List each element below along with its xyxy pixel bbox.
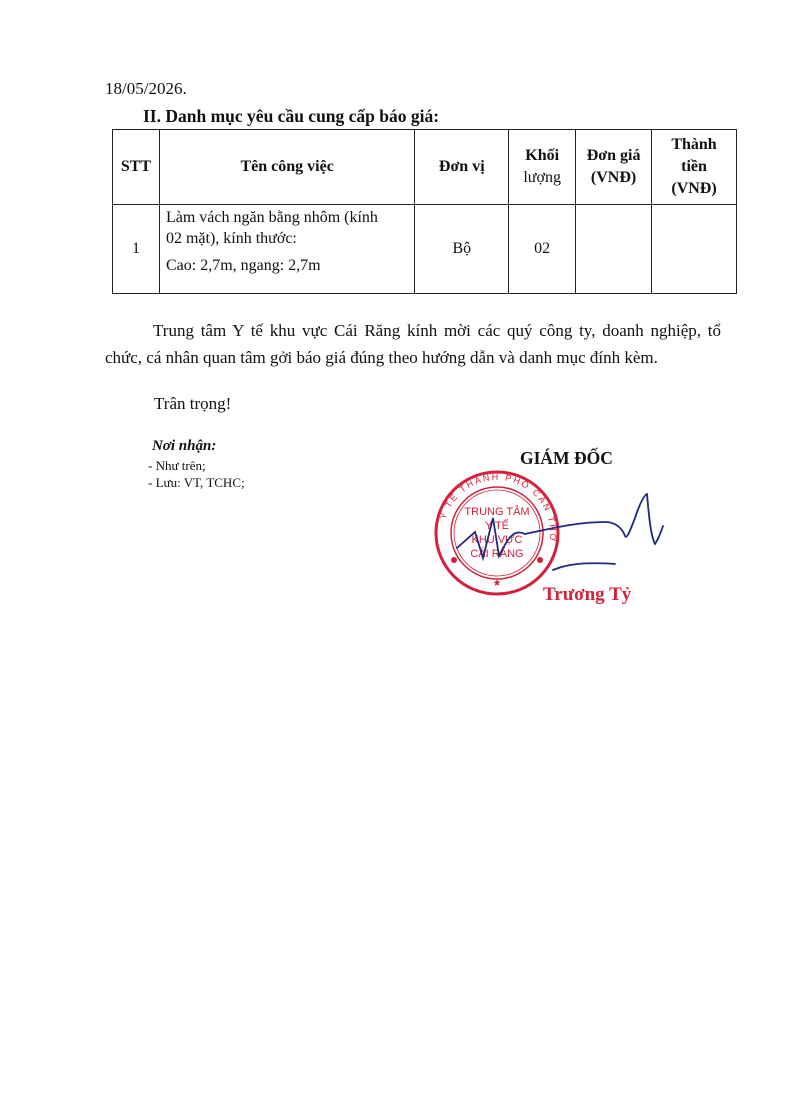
invitation-paragraph (105, 317, 721, 371)
header-quantity-line1: Khối (525, 147, 560, 164)
date-text: 18/05/2026. (105, 79, 187, 98)
cell-name-line3: Cao: 2,7m, ngang: 2,7m (165, 257, 321, 274)
invitation-text: Trung tâm Y tế khu vực Cái Răng kính mời các quý công ty, doanh nghiệp, tổ chức, cá nhân quan tâm gởi báo giá đúng theo hướng dẫn và danh mục đính kèm. (105, 321, 721, 367)
cell-quantity: 02 (509, 205, 576, 294)
header-price (576, 130, 652, 205)
recipient-item: - Như trên; (148, 458, 206, 473)
recipient-item: - Lưu: VT, TCHC; (148, 475, 245, 490)
header-total-line3: (VNĐ) (671, 180, 717, 197)
header-total-line2: tiền (681, 158, 707, 175)
stamp-ring-text: Y TẾ THÀNH PHỐ CẦN THƠ (437, 471, 559, 544)
header-stt: STT (113, 130, 160, 205)
cell-name (159, 205, 414, 294)
cell-unit: Bộ (415, 205, 509, 294)
stamp-center-line3: KHU VỰC (471, 534, 523, 546)
cell-total (652, 205, 737, 294)
recipients-title: Nơi nhận: (152, 438, 217, 454)
header-quantity (509, 130, 576, 205)
cell-name-line2: 02 mặt), kính thước: (165, 230, 297, 247)
table-header-row (113, 130, 737, 205)
header-unit: Đơn vị (415, 130, 509, 205)
cell-name-line1: Làm vách ngăn bằng nhôm (kính (165, 209, 378, 226)
handwritten-signature (455, 478, 675, 588)
header-total (652, 130, 737, 205)
signer-name: Trương Tỷ (543, 584, 632, 605)
header-total-line1: Thành (671, 136, 717, 153)
header-price-line2: (VNĐ) (590, 169, 637, 186)
stamp-center-line1: TRUNG TÂM (464, 506, 530, 518)
cell-stt: 1 (113, 205, 160, 294)
header-price-line1: Đơn giá (586, 147, 641, 164)
section-title: II. Danh mục yêu cầu cung cấp báo giá: (143, 106, 440, 126)
stamp-center-line4: CÁI RĂNG (470, 548, 524, 560)
header-name: Tên công việc (159, 130, 414, 205)
director-title: GIÁM ĐỐC (520, 448, 613, 468)
header-quantity-line2: lượng (523, 169, 561, 186)
quotation-table (112, 129, 737, 294)
stamp-center-line2: Y TẾ (484, 520, 510, 532)
table-row (113, 205, 737, 294)
closing-regards: Trân trọng! (154, 394, 232, 413)
svg-text:★: ★ (492, 578, 502, 589)
cell-price (576, 205, 652, 294)
